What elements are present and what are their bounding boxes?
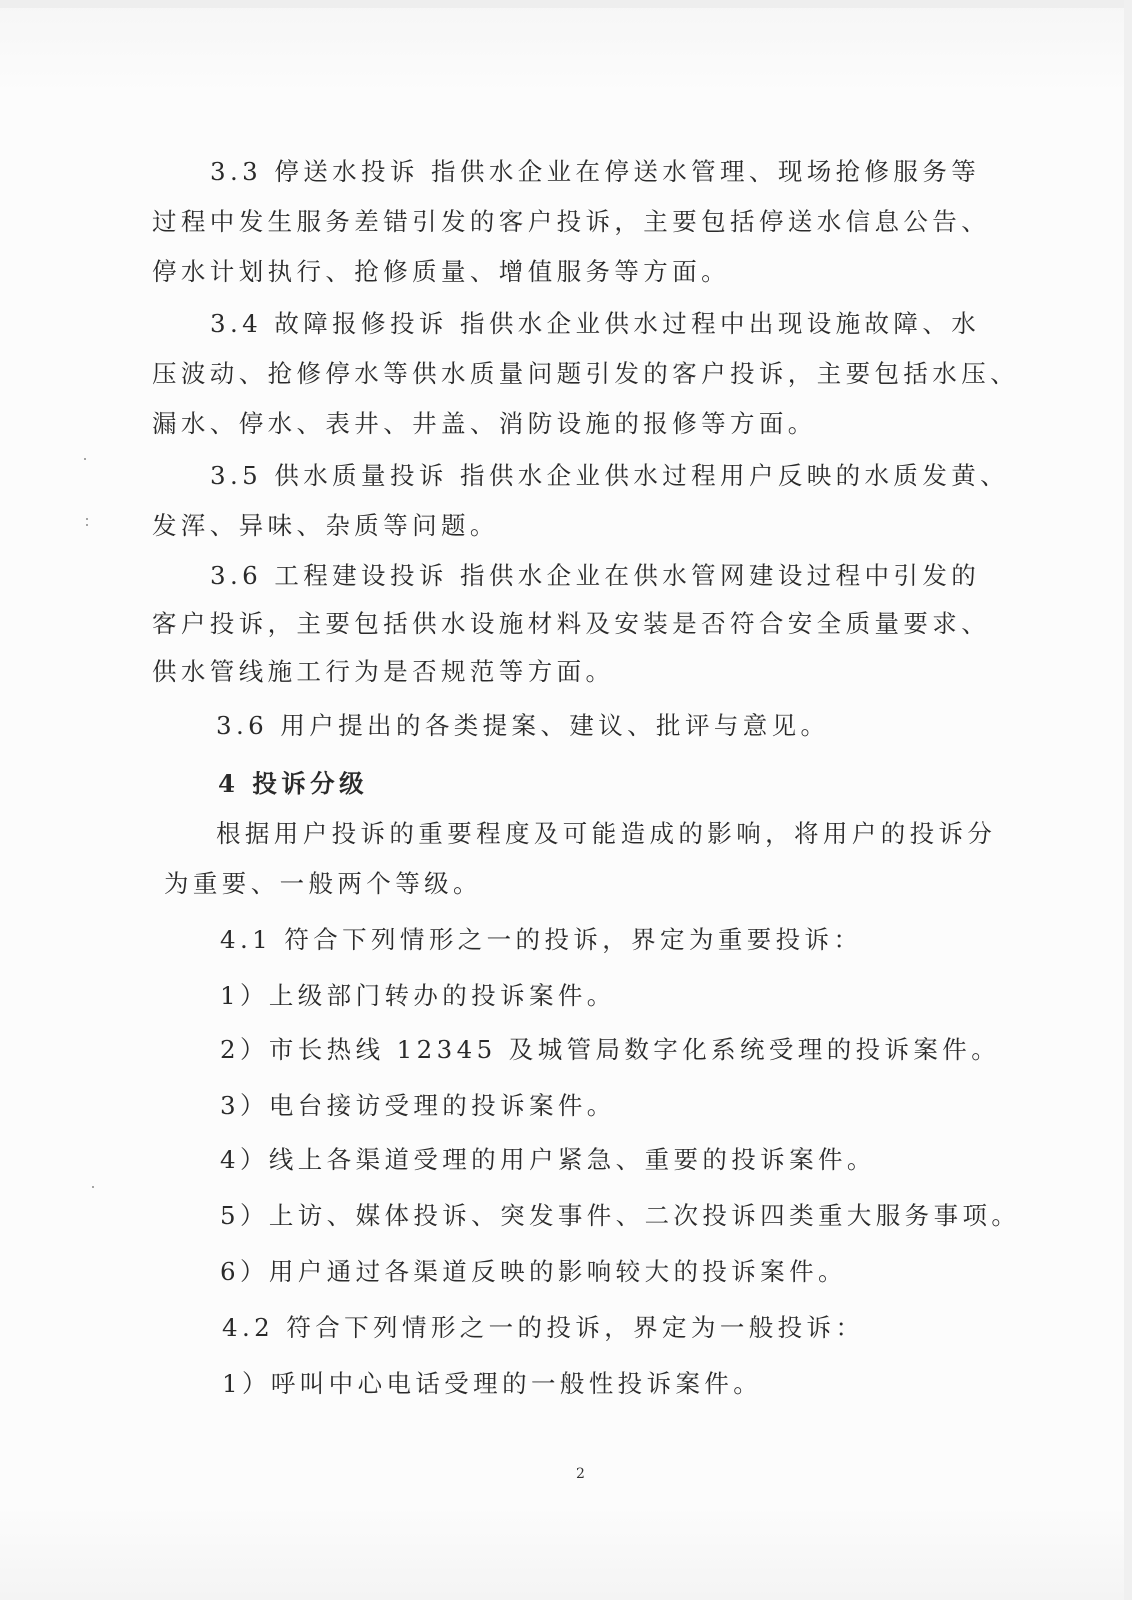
text-line: 停水计划执行、抢修质量、增值服务等方面。 — [152, 257, 730, 286]
list-item: 1）呼叫中心电话受理的一般性投诉案件。 — [222, 1369, 763, 1398]
section-heading: 4 投诉分级 — [218, 769, 368, 798]
scan-speck — [86, 518, 88, 520]
text-line: 3.5 供水质量投诉 指供水企业供水过程用户反映的水质发黄、 — [210, 461, 1010, 490]
scan-edge-top — [0, 0, 1132, 8]
text-line: 4.1 符合下列情形之一的投诉，界定为重要投诉： — [220, 925, 863, 954]
list-item: 4）线上各渠道受理的用户紧急、重要的投诉案件。 — [220, 1145, 876, 1174]
list-item: 6）用户通过各渠道反映的影响较大的投诉案件。 — [220, 1257, 847, 1286]
scan-speck — [86, 524, 88, 526]
scan-speck — [92, 1186, 94, 1188]
text-line: 发浑、异味、杂质等问题。 — [152, 511, 499, 540]
text-line: 漏水、停水、表井、井盖、消防设施的报修等方面。 — [152, 409, 817, 438]
text-line: 客户投诉，主要包括供水设施材料及安装是否符合安全质量要求、 — [152, 609, 991, 638]
list-item: 2）市长热线 12345 及城管局数字化系统受理的投诉案件。 — [220, 1035, 1001, 1064]
text-line: 压波动、抢修停水等供水质量问题引发的客户投诉，主要包括水压、 — [152, 359, 1019, 388]
list-item: 1）上级部门转办的投诉案件。 — [220, 981, 616, 1010]
page-number: 2 — [576, 1466, 585, 1482]
scan-edge-right — [1124, 0, 1132, 1600]
list-item: 3）电台接访受理的投诉案件。 — [220, 1091, 616, 1120]
text-line: 为重要、一般两个等级。 — [164, 869, 482, 898]
text-line: 供水管线施工行为是否规范等方面。 — [152, 657, 615, 686]
text-line: 3.6 工程建设投诉 指供水企业在供水管网建设过程中引发的 — [210, 561, 981, 590]
text-line: 3.6 用户提出的各类提案、建议、批评与意见。 — [216, 711, 830, 740]
text-line: 根据用户投诉的重要程度及可能造成的影响，将用户的投诉分 — [216, 819, 997, 848]
text-line: 过程中发生服务差错引发的客户投诉，主要包括停送水信息公告、 — [152, 207, 991, 236]
list-item: 5）上访、媒体投诉、突发事件、二次投诉四类重大服务事项。 — [220, 1201, 1021, 1230]
text-line: 4.2 符合下列情形之一的投诉，界定为一般投诉： — [222, 1313, 865, 1342]
text-line: 3.4 故障报修投诉 指供水企业供水过程中出现设施故障、水 — [210, 309, 981, 338]
scan-speck — [84, 458, 86, 460]
text-line: 3.3 停送水投诉 指供水企业在停送水管理、现场抢修服务等 — [210, 157, 981, 186]
